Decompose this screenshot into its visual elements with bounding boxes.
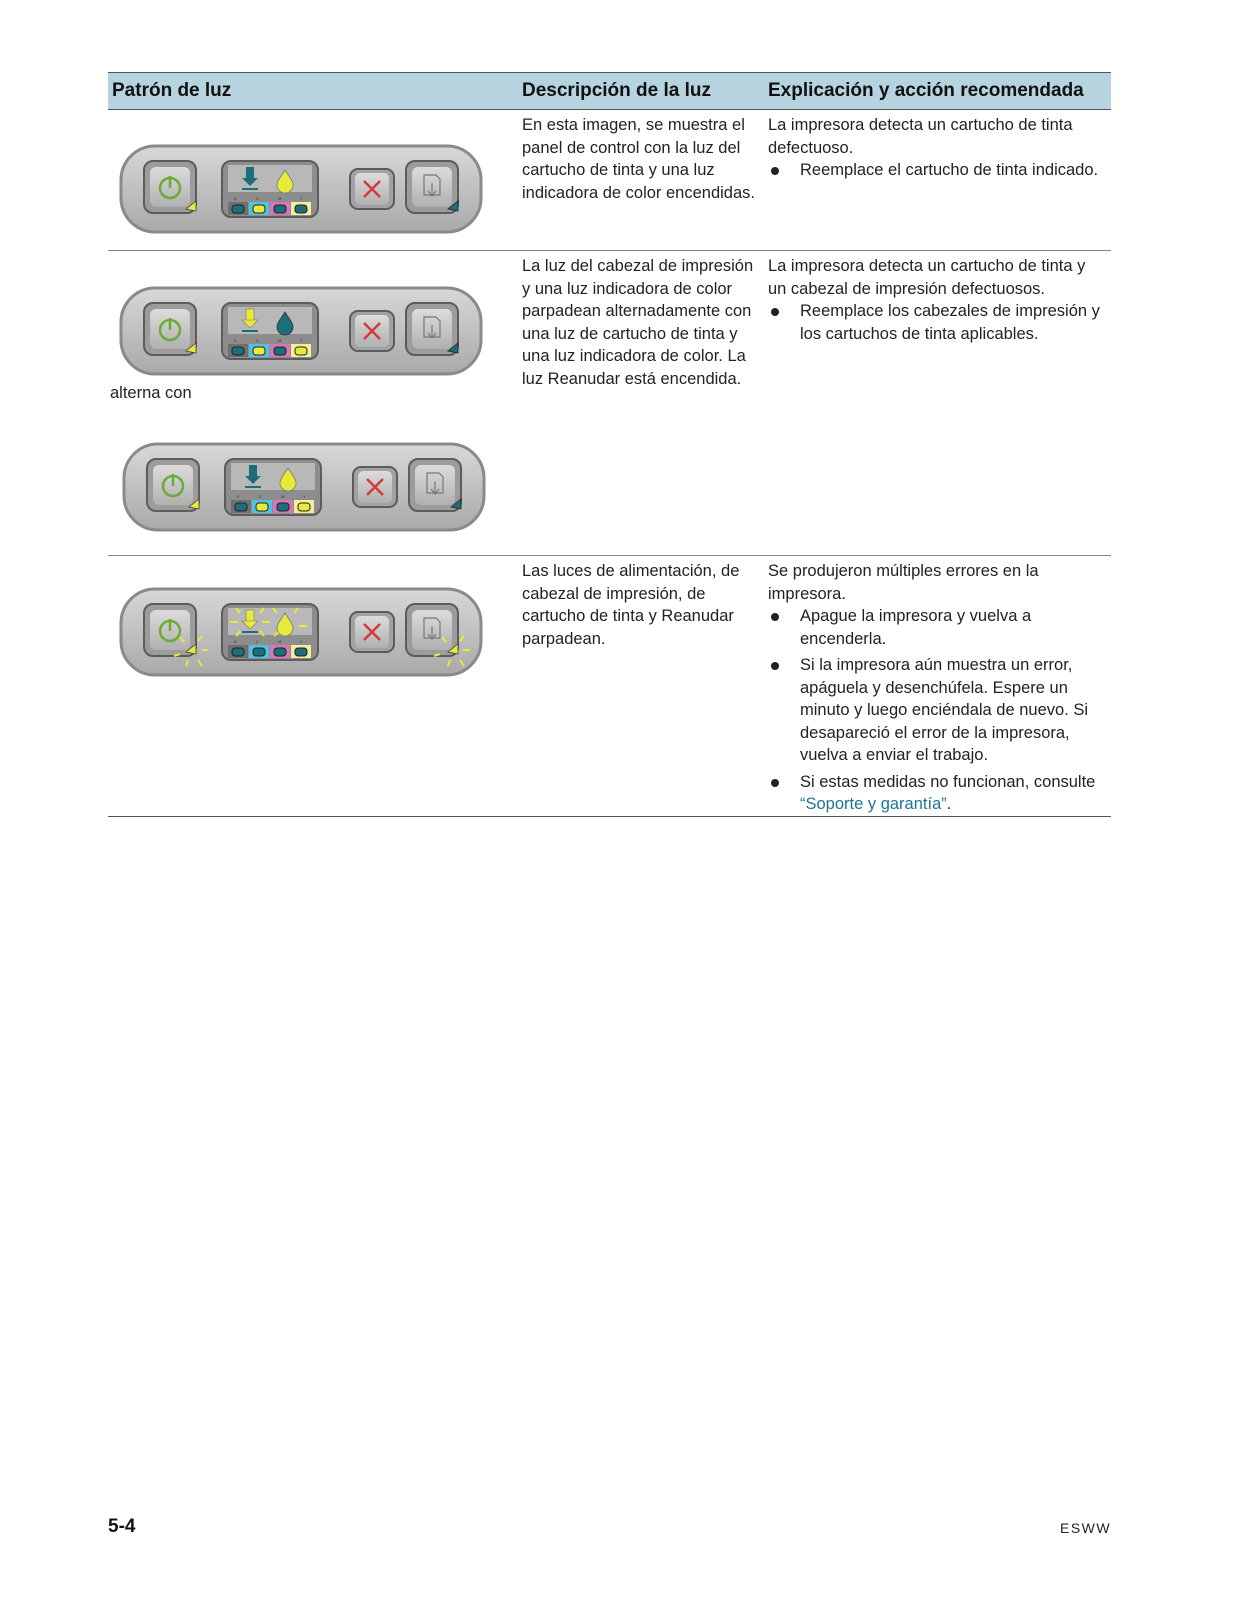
svg-text:M: M — [278, 338, 282, 343]
light-description-cell — [518, 556, 764, 816]
explanation-cell — [764, 556, 1111, 816]
light-description: La luz del cabezal de impresión y una luz indicadora de color parpadean alternadamente con una luz de cartucho de tinta y una luz indicadora de color. La luz Reanudar está encendida. — [522, 257, 754, 388]
svg-text:K: K — [234, 196, 237, 201]
svg-text:M: M — [278, 639, 282, 644]
svg-text:C: C — [259, 494, 262, 499]
explanation-text: La impresora detecta un cartucho de tinta y un cabezal de impresión defectuosos. — [768, 257, 1086, 298]
action-item: Reemplace los cabezales de impresión y los cartuchos de tinta aplicables. — [768, 300, 1107, 345]
alternates-with-label: alterna con — [110, 384, 192, 402]
header-light-pattern: Patrón de luz — [112, 80, 232, 101]
action-item — [768, 771, 1107, 816]
header-light-description: Descripción de la luz — [522, 80, 711, 101]
svg-text:Y: Y — [300, 196, 303, 201]
light-pattern-cell — [108, 556, 518, 816]
action-item: Apague la impresora y vuelva a encenderla. — [768, 605, 1107, 650]
cancel-button — [350, 311, 394, 351]
light-pattern-cell — [108, 110, 518, 250]
action-item: Reemplace el cartucho de tinta indicado. — [768, 159, 1107, 182]
svg-text:M: M — [278, 196, 282, 201]
control-panel-illustration — [118, 586, 484, 678]
action-list — [768, 300, 1107, 345]
control-panel-illustration-alternate — [121, 441, 487, 533]
action-item: Si la impresora aún muestra un error, apáguela y desenchúfela. Espere un minuto y luego enciéndala de nuevo. Si desapareció el error de la impresora, vuelva a enviar el trabajo. — [768, 654, 1107, 767]
light-pattern-table — [108, 72, 1111, 817]
svg-text:C: C — [256, 639, 259, 644]
power-button — [144, 161, 196, 213]
svg-text:K: K — [234, 639, 237, 644]
resume-button — [406, 161, 458, 213]
svg-text:K: K — [234, 338, 237, 343]
light-pattern-cell — [108, 251, 518, 555]
explanation-text: Se produjeron múltiples errores en la impresora. — [768, 562, 1039, 603]
cancel-button — [350, 612, 394, 652]
explanation-text: La impresora detecta un cartucho de tinta defectuoso. — [768, 116, 1073, 157]
svg-text:Y: Y — [303, 494, 306, 499]
light-description-cell — [518, 110, 764, 250]
cancel-button — [353, 467, 397, 507]
control-panel-illustration — [118, 285, 484, 377]
control-panel-illustration — [118, 143, 484, 235]
table-row — [108, 110, 1111, 251]
ink-status-panel — [222, 604, 318, 660]
cancel-button — [350, 169, 394, 209]
action-list — [768, 159, 1107, 182]
light-description: Las luces de alimentación, de cabezal de impresión, de cartucho de tinta y Reanudar parpadean. — [522, 562, 740, 648]
resume-button — [406, 303, 458, 355]
explanation-cell — [764, 110, 1111, 250]
ink-status-panel — [225, 459, 321, 515]
table-row — [108, 251, 1111, 556]
power-button — [147, 459, 199, 511]
svg-text:C: C — [256, 196, 259, 201]
action-list — [768, 605, 1107, 816]
action-item-text: Si estas medidas no funcionan, consulte — [800, 772, 1096, 791]
header-explanation: Explicación y acción recomendada — [768, 80, 1084, 101]
table-row — [108, 556, 1111, 817]
svg-text:C: C — [256, 338, 259, 343]
support-warranty-link[interactable]: “Soporte y garantía” — [800, 795, 947, 813]
ink-status-panel — [222, 161, 318, 217]
table-header — [108, 73, 1111, 110]
svg-text:M: M — [281, 494, 285, 499]
ink-status-panel — [222, 303, 318, 359]
svg-text:Y: Y — [300, 338, 303, 343]
power-button — [144, 303, 196, 355]
resume-button — [409, 459, 461, 511]
svg-text:K: K — [237, 494, 240, 499]
explanation-cell — [764, 251, 1111, 555]
action-item-suffix: . — [946, 795, 952, 813]
light-description: En esta imagen, se muestra el panel de control con la luz del cartucho de tinta y una luz indicadora de color encendidas. — [522, 116, 755, 202]
page-number: 5-4 — [108, 1516, 136, 1537]
document-code: ESWW — [1060, 1520, 1112, 1536]
svg-text:Y: Y — [300, 639, 303, 644]
light-description-cell — [518, 251, 764, 555]
